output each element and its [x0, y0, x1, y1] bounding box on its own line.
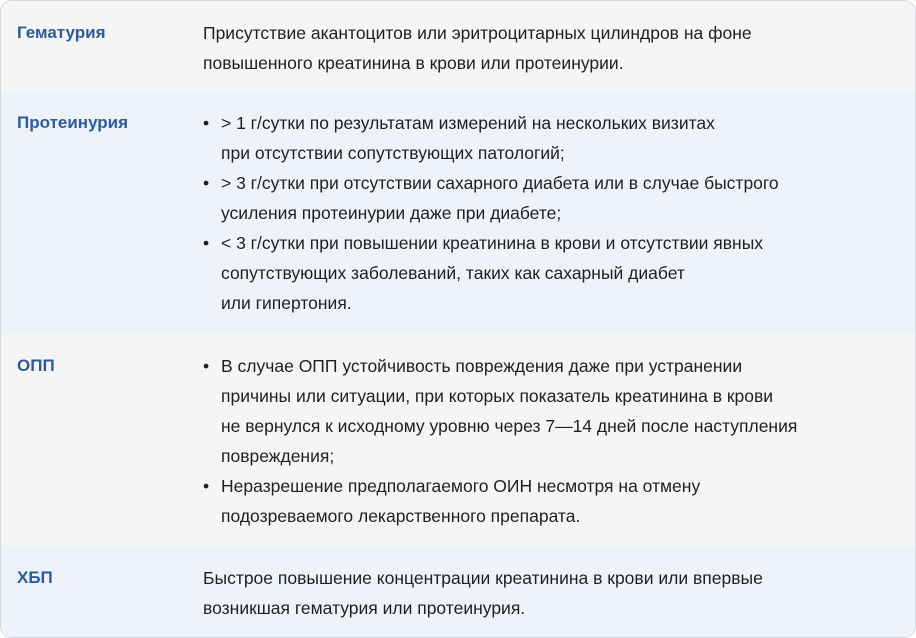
text-line: Неразрешение предполагаемого ОИН несмотря на отмену: [221, 476, 701, 496]
text-line: повреждения;: [221, 446, 335, 466]
table-row-hematuria: [1, 1, 915, 91]
description-aki: [203, 351, 915, 546]
table-row-ckd: [1, 546, 915, 637]
list-item: [203, 168, 895, 228]
term-proteinuria: Протеинурия: [17, 113, 129, 132]
bullet-icon: •: [203, 476, 210, 496]
text-line: сопутствующих заболеваний, таких как сахарный диабет: [221, 263, 685, 283]
description-paragraph: [203, 563, 895, 623]
description-hematuria: [203, 18, 915, 91]
text-line: не вернулся к исходному уровню через 7—14 дней после наступления: [221, 416, 798, 436]
table-row-proteinuria: [1, 91, 915, 334]
text-line: Быстрое повышение концентрации креатинина в крови или впервые: [203, 568, 763, 588]
list-item: [203, 108, 895, 168]
text-line: > 1 г/сутки по результатам измерений на нескольких визитах: [221, 113, 715, 133]
description-paragraph: [203, 18, 895, 78]
text-line: < 3 г/сутки при повышении креатинина в крови и отсутствии явных: [221, 233, 764, 253]
text-line: при отсутствии сопутствующих патологий;: [221, 143, 565, 163]
text-line: Присутствие акантоцитов или эритроцитарных цилиндров на фоне: [203, 23, 752, 43]
bullet-icon: •: [203, 233, 210, 253]
text-line: или гипертония.: [221, 293, 352, 313]
text-line: повышенного креатинина в крови или протеинурии.: [203, 53, 624, 73]
bullet-icon: •: [203, 173, 210, 193]
text-line: возникшая гематурия или протеинурия.: [203, 598, 526, 618]
bullet-list: [203, 108, 895, 318]
text-line: причины или ситуации, при которых показатель креатинина в крови: [221, 386, 774, 406]
description-proteinuria: [203, 108, 915, 334]
text-line: > 3 г/сутки при отсутствии сахарного диабета или в случае быстрого: [221, 173, 779, 193]
text-line: усиления протеинурии даже при диабете;: [221, 203, 562, 223]
table-row-aki: [1, 334, 915, 546]
text-line: подозреваемого лекарственного препарата.: [221, 506, 581, 526]
term-hematuria: Гематурия: [17, 23, 106, 42]
term-ckd: ХБП: [17, 568, 53, 587]
description-ckd: [203, 563, 915, 637]
list-item: [203, 228, 895, 318]
bullet-list: [203, 351, 895, 531]
list-item: [203, 351, 895, 471]
text-line: В случае ОПП устойчивость повреждения даже при устранении: [221, 356, 743, 376]
list-item: [203, 471, 895, 531]
term-aki: ОПП: [17, 356, 55, 375]
bullet-icon: •: [203, 356, 210, 376]
bullet-icon: •: [203, 113, 210, 133]
